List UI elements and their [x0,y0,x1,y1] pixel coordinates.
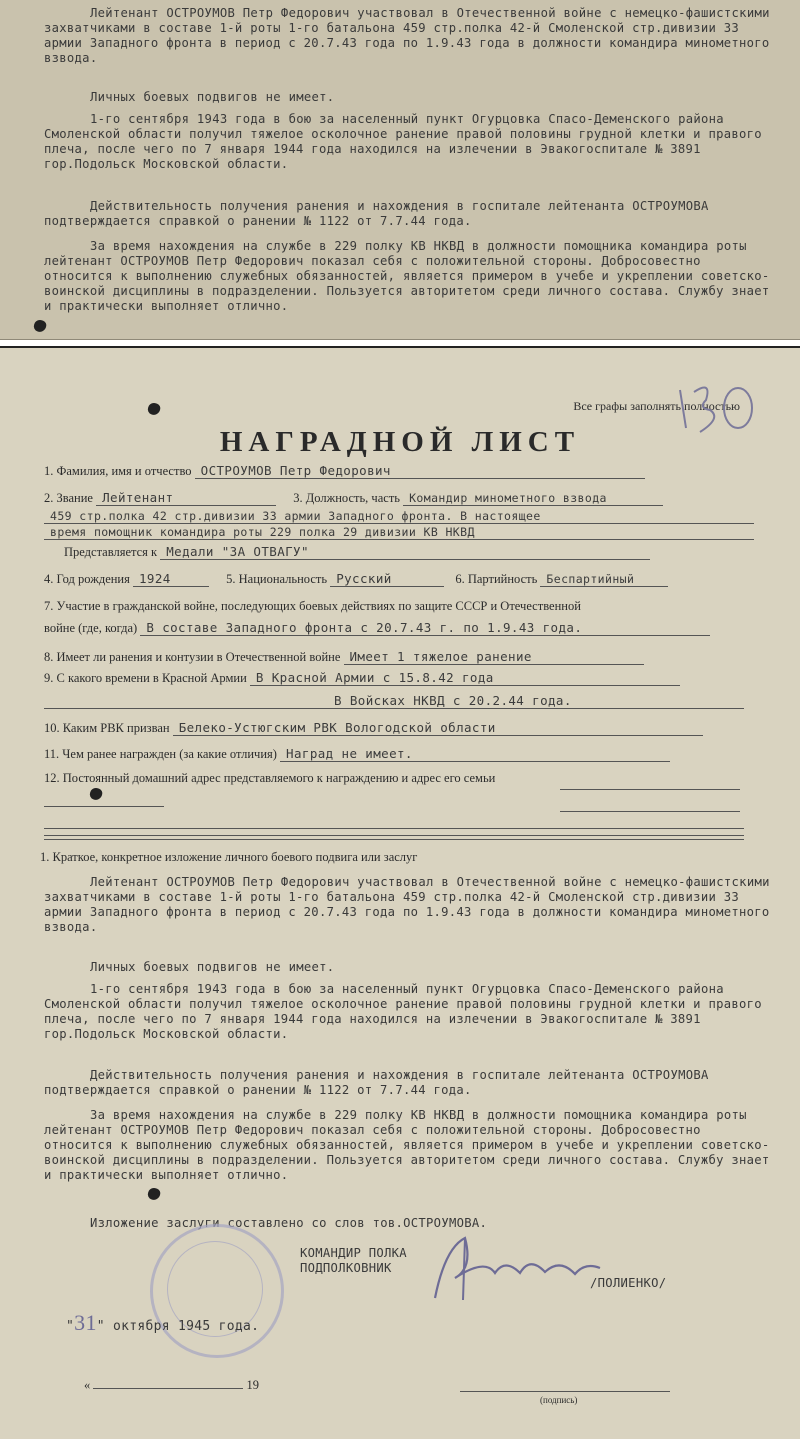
commander-name: /ПОЛИЕНКО/ [590,1276,667,1290]
top-paragraph-4: Действительность получения ранения и нахождения в госпитале лейтенанта ОСТРОУМОВА подтверждается справкой о ранении № 1122 от 7.7.44 года. [44,199,717,228]
bottom-quote: « [84,1378,91,1392]
address-line [44,806,164,807]
field-8-row [44,649,764,665]
address-line [560,789,740,790]
field-3-continued-2 [44,523,764,541]
ink-blot [88,786,103,801]
award-sheet [0,346,800,1439]
separator-line [44,839,744,840]
date-rest: октября 1945 года. [113,1319,260,1334]
ink-blot [32,318,47,333]
top-paragraph-3: 1-го сентября 1943 года в бою за населенный пункт Огурцовка Спасо-Деменского района Смоленской области получил тяжелое осколочное ранение правой половины грудной клетки и правого плеча, после чего по 7 января 1944 года находился на излечении в Эвакогоспитале № 3891 гор.Подольск Московской области. [44,112,770,171]
bottom-year: 19 [246,1378,259,1392]
summary-paragraph-3: 1-го сентября 1943 года в бою за населенный пункт Огурцовка Спасо-Деменского района Смоленской области получил тяжелое осколочное ранение правой половины грудной клетки и правого плеча, после чего по 7 января 1944 года находился на излечении в Эвакогоспитале № 3891 гор.Подольск Московской области. [44,982,770,1041]
summary-paragraph-1: Лейтенант ОСТРОУМОВ Петр Федорович участвовал в Отечественной войне с немецко-фашистскими захватчиками в составе 1-й роты 1-го батальона 459 стр.полка 42-й Смоленской стр.дивизии 33 армии Западного фронта в период с 20.7.43 года по 1.9.43 года в должности командира минометного взвода. [44,875,778,934]
official-stamp [150,1224,284,1358]
summary-paragraph-5: За время нахождения на службе в 229 полку КВ НКВД в должности помощника командира роты лейтенант ОСТРОУМОВ Петр Федорович показал себя с положительной стороны. Добросовестно относится к выполнению служебных обязанностей, является примером в учебе и укреплении советско-воинской дисциплины в подразделении. Пользуется авторитетом среди личного состава. Службу знает и практически выполняет отлично. [44,1108,778,1182]
field-1-row [44,463,764,479]
field-2-value: Лейтенант [96,490,276,506]
top-paragraph-5: За время нахождения на службе в 229 полку КВ НКВД в должности помощника командира роты лейтенант ОСТРОУМОВ Петр Федорович показал себя с положительной стороны. Добросовестно относится к выполнению служебных обязанностей, является примером в учебе и укреплении советско-воинской дисциплины в подразделении. Пользуется авторитетом среди личного состава. Службу знает и практически выполняет отлично. [44,239,778,313]
field-7-label: 7. Участие в гражданской войне, последующих боевых действиях по защите СССР и Отечественной [44,599,581,613]
section-1-heading: 1. Краткое, конкретное изложение личного боевого подвига или заслуг [40,850,418,864]
signature-line [460,1391,670,1392]
field-4-label: 4. Год рождения [44,572,130,586]
address-line [44,828,744,829]
field-10-row [44,720,764,736]
summary-paragraph-2: Личных боевых подвигов не имеет. [90,960,335,974]
date-line: "31" октября 1945 года. [66,1310,260,1335]
ink-blot [146,1186,161,1201]
field-10-label: 10. Каким РВК призван [44,721,170,735]
field-9-value-1: В Красной Армии с 15.8.42 года [250,670,680,686]
field-12-label: 12. Постоянный домашний адрес представляемого к награждению и адрес его семьи [44,771,496,785]
field-3-value-2: 459 стр.полка 42 стр.дивизии 33 армии Западного фронта. В настоящее [44,509,754,524]
field-1-value: ОСТРОУМОВ Петр Федорович [195,463,645,479]
field-9-value-2: В Войсках НКВД с 20.2.44 года. [44,693,744,709]
commander-block [300,1246,407,1276]
field-2-label: 2. Звание [44,491,93,505]
top-paragraph-1: Лейтенант ОСТРОУМОВ Петр Федорович участвовал в Отечественной войне с немецко-фашистскими захватчиками в составе 1-й роты 1-го батальона 459 стр.полка 42-й Смоленской стр.дивизии 33 армии Западного фронта в период с 20.7.43 года по 1.9.43 года в должности командира минометного взвода. [44,6,778,65]
field-4-value: 1924 [133,571,209,587]
field-9-row-2 [44,692,764,710]
address-line [560,811,740,812]
field-11-row [44,746,764,762]
field-3-label: 3. Должность, часть [293,491,400,505]
separator-line [44,835,744,836]
date-day: 31 [74,1310,97,1335]
field-8-label: 8. Имеет ли ранения и контузии в Отечественной войне [44,650,341,664]
field-11-value: Наград не имеет. [280,746,670,762]
field-12-row [44,771,764,786]
fill-all-hint: Все графы заполнять полностью [573,399,740,413]
compiled-note: Изложение заслуги составлено со слов тов.ОСТРОУМОВА. [90,1216,488,1230]
field-6-label: 6. Партийность [455,572,538,586]
summary-paragraph-4: Действительность получения ранения и нахождения в госпитале лейтенанта ОСТРОУМОВА подтверждается справкой о ранении № 1122 от 7.7.44 года. [44,1068,717,1097]
signature-caption: (подпись) [540,1395,578,1405]
presented-value: Медали "ЗА ОТВАГУ" [160,544,650,560]
field-3-value-1: Командир минометного взвода [403,491,663,506]
field-7-value-row [44,620,764,636]
field-9-row [44,670,764,686]
field-1-label: 1. Фамилия, имя и отчество [44,464,192,478]
field-5-value: Русский [330,571,444,587]
ink-blot [146,401,161,416]
presented-label: Представляется к [64,545,158,559]
field-7-value: В составе Западного фронта с 20.7.43 г. по 1.9.43 года. [140,620,710,636]
field-7-label-2: войне (где, когда) [44,621,138,635]
field-6-value: Беспартийный [540,572,668,587]
field-9-label: 9. С какого времени в Красной Армии [44,671,247,685]
field-2-3-row [44,490,764,506]
field-10-value: Белеко-Устюгским РВК Вологодской области [173,720,703,736]
field-7-label-row [44,599,764,614]
top-paragraph-2: Личных боевых подвигов не имеет. [90,90,335,104]
field-8-value: Имеет 1 тяжелое ранение [344,649,644,665]
commander-signature [425,1228,625,1308]
bottom-date-line [84,1378,259,1393]
field-11-label: 11. Чем ранее награжден (за какие отличия) [44,747,277,761]
field-5-label: 5. Национальность [226,572,328,586]
top-document-fragment [0,0,800,340]
field-4-6-row [44,571,764,587]
field-3-value-3: время помощник командира роты 229 полка 29 дивизии КВ НКВД [44,525,754,540]
document-title: НАГРАДНОЙ ЛИСТ [219,426,581,458]
commander-title-2: ПОДПОЛКОВНИК [300,1261,392,1275]
commander-title-1: КОМАНДИР ПОЛКА [300,1246,407,1260]
presented-row [64,544,784,560]
